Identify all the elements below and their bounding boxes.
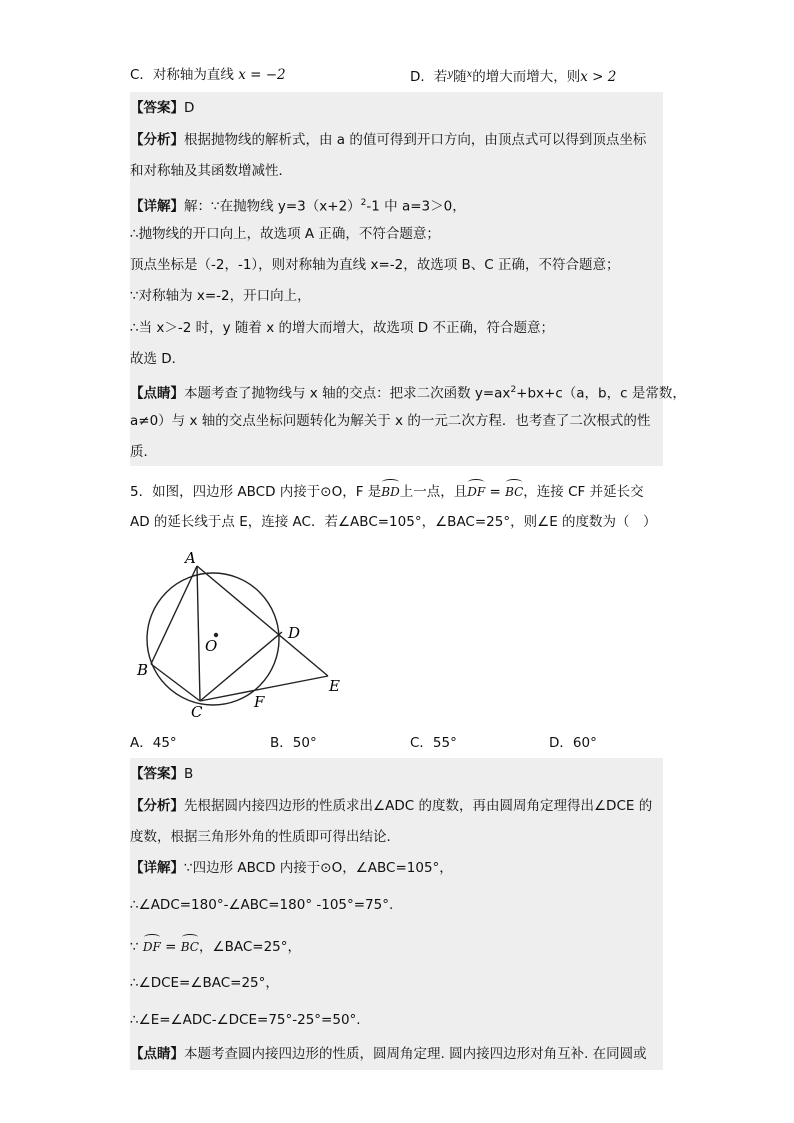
q5-choice-c: C．55° bbox=[410, 735, 457, 751]
q5-detail-line-5: ∴∠E=∠ADC-∠DCE=75°-25°=50°. bbox=[130, 1012, 361, 1028]
q4-option-c: C．对称轴为直线 x = −2 bbox=[130, 67, 286, 83]
arc-bc-detail: BC bbox=[181, 934, 199, 957]
q4-detail-line-4: ∵对称轴为 x=-2，开口向上， bbox=[130, 288, 311, 304]
arc-df-detail: DF bbox=[143, 934, 161, 957]
arc-bc: BC bbox=[505, 479, 523, 502]
segment-ab bbox=[151, 566, 197, 664]
q5-choice-d: D．60° bbox=[549, 735, 597, 751]
q4-comment-line-2: a≠0）与 x 轴的交点坐标问题转化为解关于 x 的一元二次方程．也考查了二次根式的性 bbox=[130, 413, 651, 429]
label-a: A bbox=[185, 549, 196, 567]
q4-option-d: D．若$^y$随$^x$的增大而增大，则x > 2 bbox=[410, 69, 617, 85]
q5-stem-line-2: AD 的延长线于点 E，连接 AC．若∠ABC=105°，∠BAC=25°，则∠E 的度数为（ ） bbox=[130, 514, 657, 530]
q4-answer: 【答案】D bbox=[130, 100, 195, 116]
q4-detail-line-5: ∴当 x＞-2 时，y 随着 x 的增大而增大，故选项 D 不正确，符合题意； bbox=[130, 320, 554, 336]
q5-detail-line-1: 【详解】∵四边形 ABCD 内接于⊙O，∠ABC=105°， bbox=[130, 860, 453, 876]
q5-geometry-figure bbox=[130, 545, 360, 720]
segment-ae bbox=[197, 566, 328, 676]
arc-bd: BD bbox=[381, 479, 399, 502]
q4-comment-line-3: 质． bbox=[130, 444, 157, 460]
q4-analysis-line-2: 和对称轴及其函数增减性． bbox=[130, 163, 292, 179]
label-b: B bbox=[137, 661, 149, 679]
q5-choice-b: B．50° bbox=[270, 735, 317, 751]
q4-detail-line-6: 故选 D． bbox=[130, 351, 186, 367]
q5-stem-line-1: 5．如图，四边形 ABCD 内接于⊙O，F 是BD上一点，且DF = BC，连接 CF 并延长交 bbox=[130, 479, 663, 502]
q4-detail-line-1: 【详解】解：∵在抛物线 $y=3(x+2)^2-1$ 中 a=3＞0， bbox=[130, 198, 466, 215]
label-o: O bbox=[205, 637, 218, 655]
label-c: C bbox=[191, 703, 203, 720]
q4-detail-line-2: ∴抛物线的开口向上，故选项 A 正确，不符合题意； bbox=[130, 226, 440, 242]
q5-analysis-line-2: 度数，根据三角形外角的性质即可得出结论． bbox=[130, 829, 400, 845]
q5-detail-line-3: ∵ DF = BC，∠BAC=25°， bbox=[130, 934, 663, 957]
label-d: D bbox=[288, 624, 301, 642]
q5-answer: 【答案】B bbox=[130, 766, 194, 782]
arc-df: DF bbox=[467, 479, 485, 502]
q5-choice-a: A．45° bbox=[130, 735, 177, 751]
q4-analysis-line-1: 【分析】根据抛物线的解析式，由 a 的值可得到开口方向，由顶点式可以得到顶点坐标 bbox=[130, 132, 647, 148]
q5-detail-line-2: ∴∠ADC=180°-∠ABC=180° -105°=75°. bbox=[130, 897, 394, 913]
q5-comment-line-1: 【点睛】本题考查圆内接四边形的性质，圆周角定理. 圆内接四边形对角互补. 在同圆或 bbox=[130, 1046, 647, 1062]
q4-detail-line-3: 顶点坐标是（-2，-1），则对称轴为直线 x=-2，故选项 B、C 正确，不符合题意； bbox=[130, 257, 620, 273]
q5-analysis-line-1: 【分析】先根据圆内接四边形的性质求出∠ADC 的度数，再由圆周角定理得出∠DCE 的 bbox=[130, 798, 653, 814]
label-f: F bbox=[254, 693, 265, 711]
label-e: E bbox=[329, 677, 340, 695]
q5-detail-line-4: ∴∠DCE=∠BAC=25°， bbox=[130, 975, 279, 991]
q4-comment-line-1: 【点睛】本题考查了抛物线与 x 轴的交点：把求二次函数 $y=ax^2+bx+c(a$，b，c 是常数， bbox=[130, 385, 686, 402]
segment-ac bbox=[197, 566, 200, 701]
segment-bc bbox=[151, 664, 200, 701]
